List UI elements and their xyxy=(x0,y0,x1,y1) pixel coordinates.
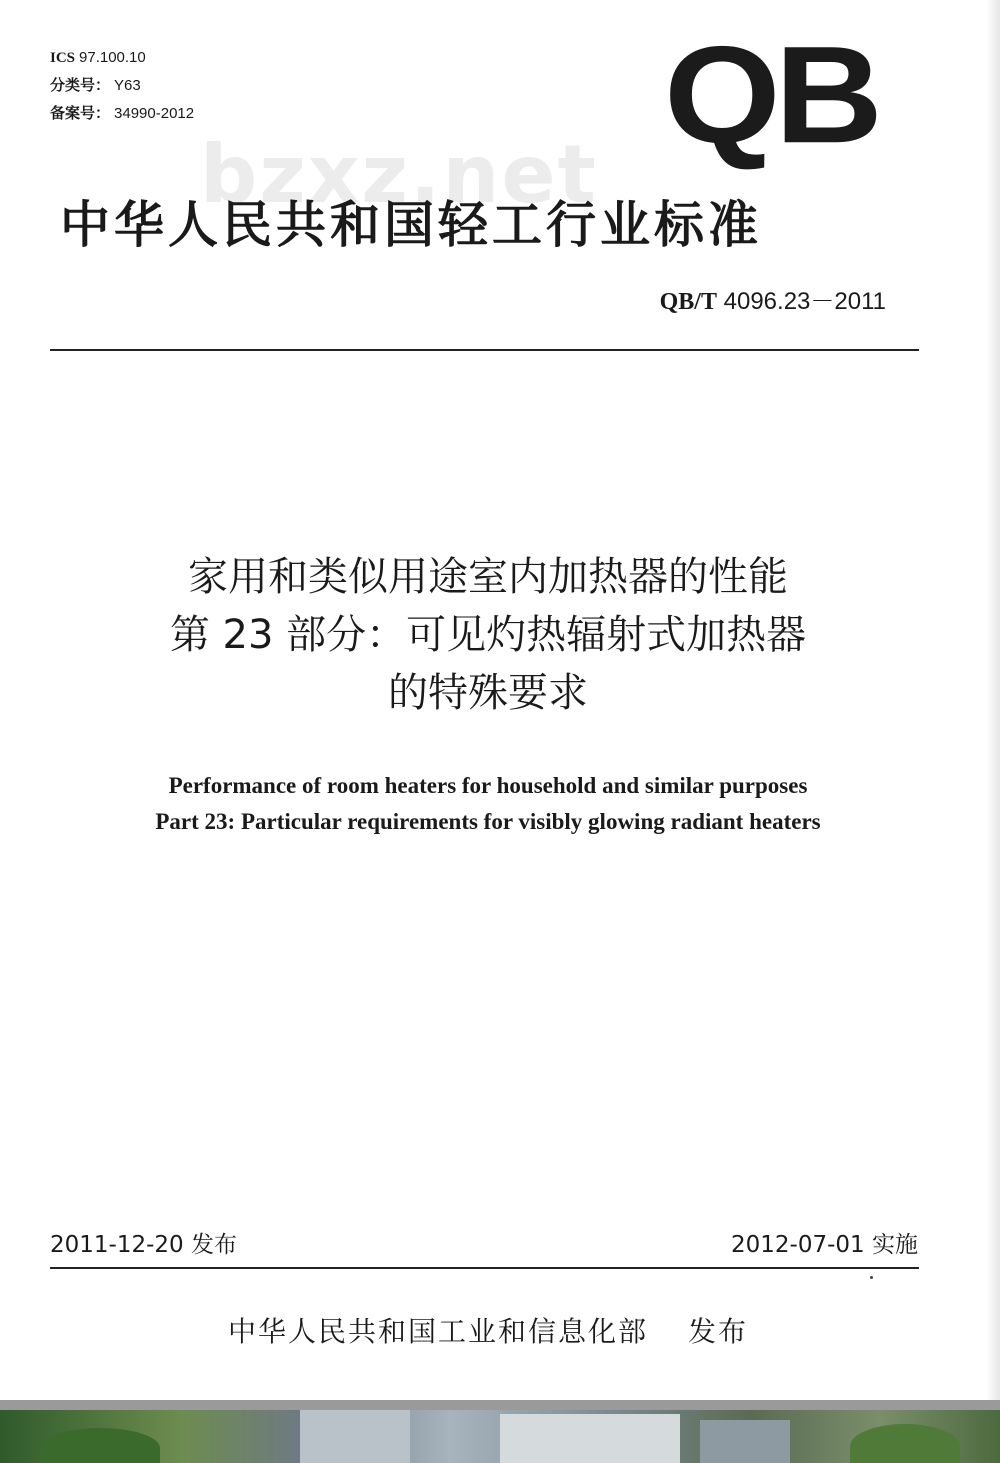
watermark: bzxz.net xyxy=(200,128,598,221)
record-label: 备案号： xyxy=(50,106,111,122)
building-shape xyxy=(700,1420,790,1463)
speck-mark xyxy=(870,1276,873,1279)
chinese-title-line3: 的特殊要求 xyxy=(388,670,588,716)
tree-shape xyxy=(850,1424,960,1463)
standard-category-title: 中华人民共和国轻工行业标准 xyxy=(60,196,762,254)
english-title-line1: Performance of room heaters for household and similar purposes xyxy=(168,773,808,798)
next-page-photo xyxy=(0,1410,1000,1463)
publisher-action: 发布 xyxy=(688,1315,749,1348)
english-title-line2: Part 23: Particular requirements for visibly glowing radiant heaters xyxy=(155,809,821,834)
chinese-title xyxy=(0,548,976,722)
bottom-divider xyxy=(50,1267,919,1269)
class-label: 分类号： xyxy=(50,78,111,94)
building-shape xyxy=(300,1410,410,1463)
ics-row xyxy=(50,44,194,72)
ics-label: ICS xyxy=(50,50,76,66)
standard-code-number: 4096.23－2011 xyxy=(716,288,886,315)
publisher xyxy=(0,1312,976,1352)
chinese-title-line2: 第 23 部分：可见灼热辐射式加热器 xyxy=(169,612,807,658)
publisher-name: 中华人民共和国工业和信息化部 xyxy=(227,1315,648,1348)
english-title xyxy=(0,768,976,840)
qb-logo: QB xyxy=(664,17,877,172)
chinese-title-line1: 家用和类似用途室内加热器的性能 xyxy=(188,554,788,600)
class-row xyxy=(50,72,194,100)
page-edge-shadow xyxy=(986,0,1000,1400)
record-row xyxy=(50,100,194,128)
page-separator xyxy=(0,1400,1000,1410)
issue-date: 2011-12-20 发布 xyxy=(50,1232,237,1258)
classification-block xyxy=(50,44,194,128)
implementation-date: 2012-07-01 实施 xyxy=(731,1232,918,1258)
ics-value: 97.100.10 xyxy=(79,49,146,66)
standard-code xyxy=(660,286,886,318)
record-value: 34990-2012 xyxy=(114,105,195,122)
building-shape xyxy=(500,1414,680,1463)
class-value: Y63 xyxy=(114,77,141,94)
top-divider xyxy=(50,349,919,351)
standard-code-prefix: QB/T xyxy=(659,289,717,315)
tree-shape xyxy=(40,1428,160,1463)
